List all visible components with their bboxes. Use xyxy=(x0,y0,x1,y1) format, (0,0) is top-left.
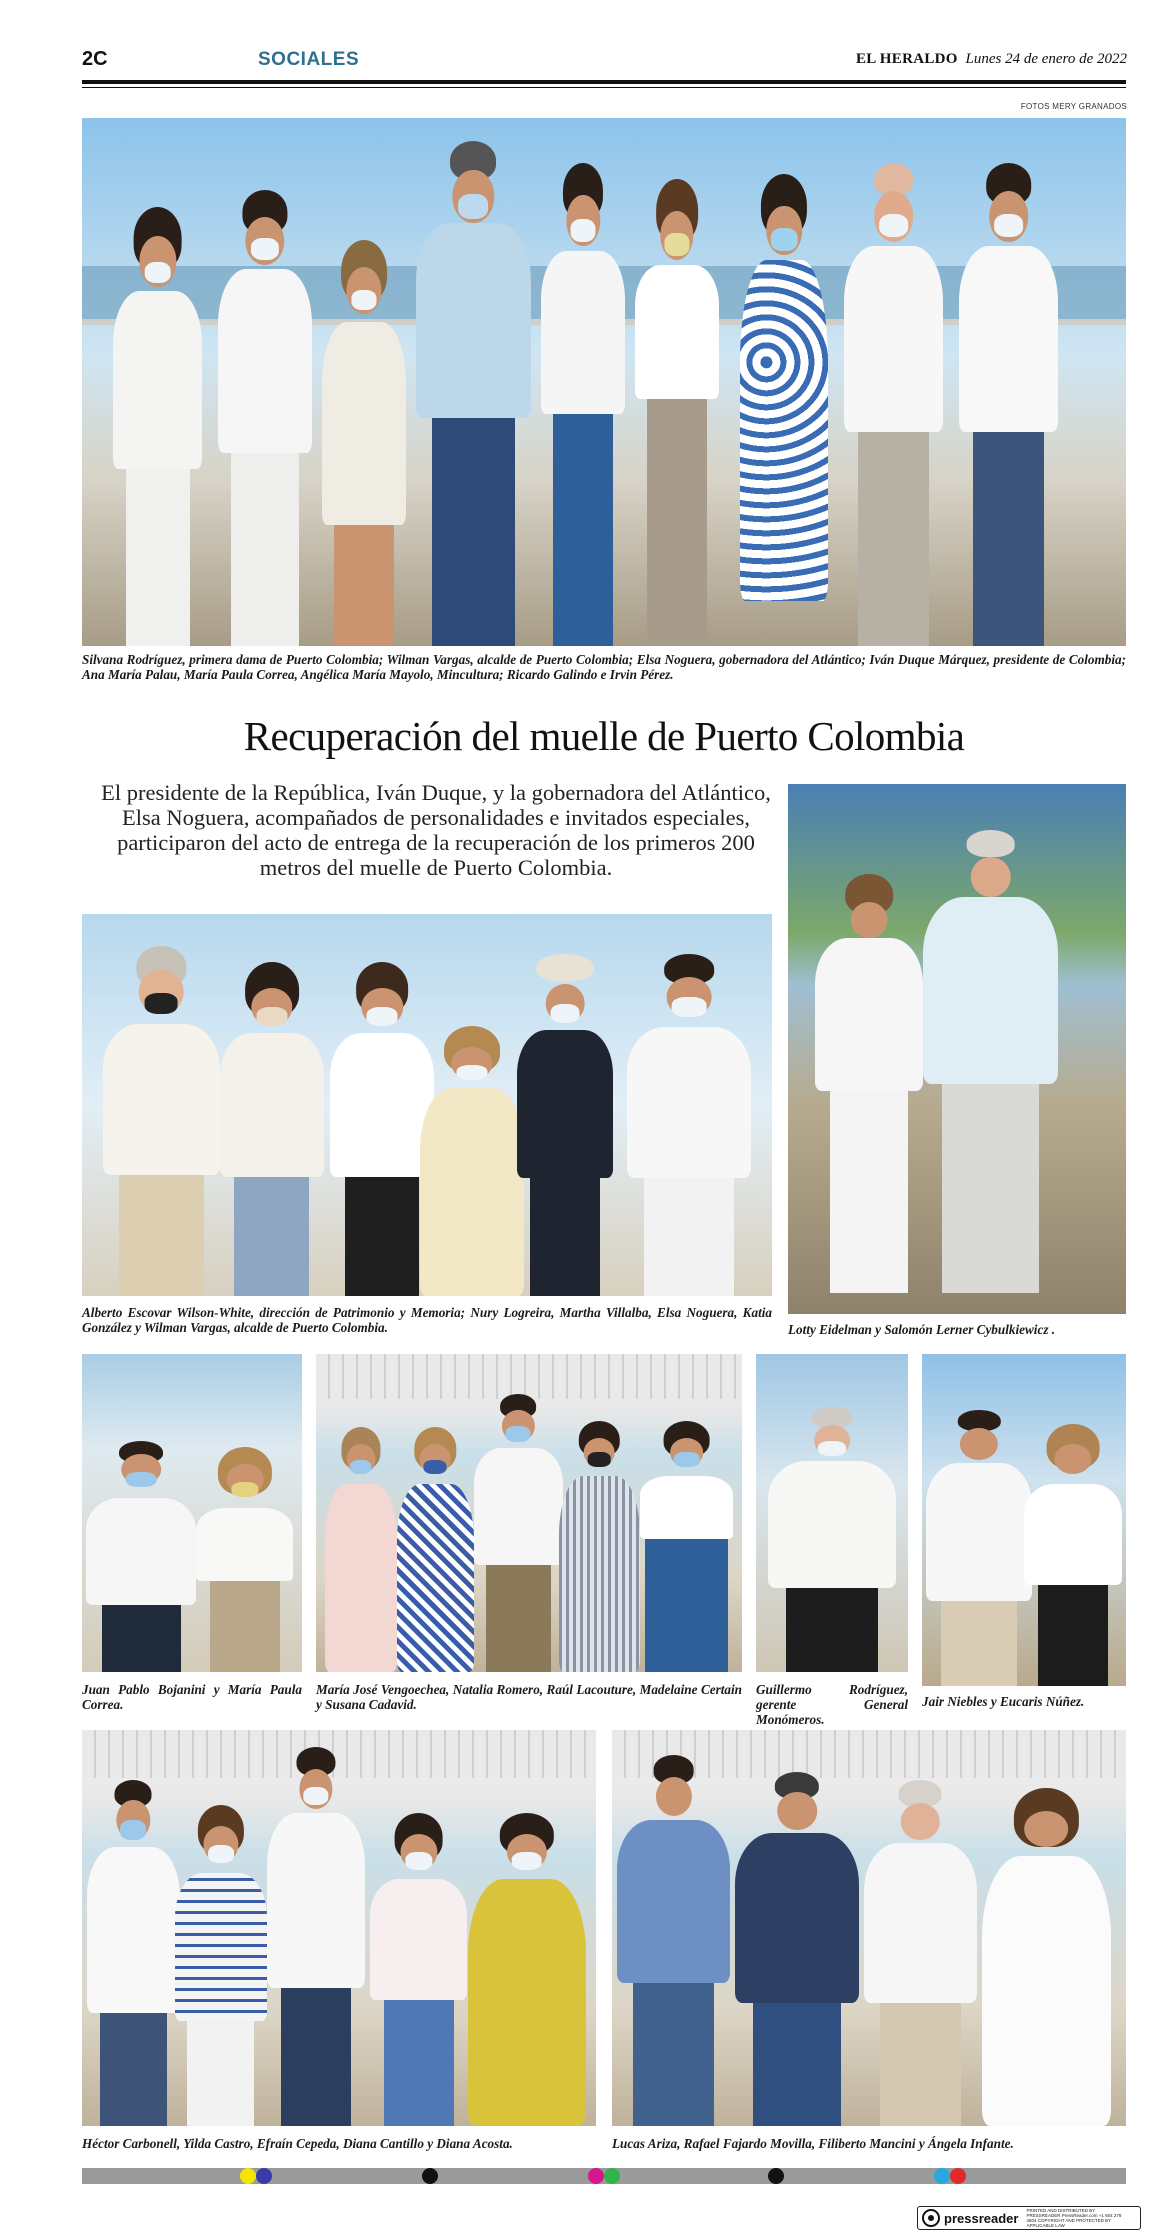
person-figure xyxy=(844,181,943,646)
photo-row4-a xyxy=(82,1730,596,2126)
photo-row3-c xyxy=(756,1354,908,1672)
pressreader-brand: pressreader xyxy=(944,2210,1019,2226)
registration-dot xyxy=(604,2168,620,2184)
section-name: SOCIALES xyxy=(258,49,360,70)
pair-right-caption: Lotty Eidelman y Salomón Lerner Cybulkiewicz . xyxy=(788,1322,1056,1337)
person-figure xyxy=(768,1418,896,1672)
person-figure xyxy=(517,967,614,1296)
person-figure xyxy=(196,1456,293,1672)
registration-dot xyxy=(768,2168,784,2184)
person-figure xyxy=(416,160,531,646)
person-figure xyxy=(635,197,719,646)
person-figure xyxy=(617,1770,730,2126)
person-figure xyxy=(864,1793,977,2126)
person-figure xyxy=(627,967,751,1296)
page-number: 2C xyxy=(82,48,108,70)
main-group-photo xyxy=(82,118,1126,646)
photo-row3-a xyxy=(82,1354,302,1672)
registration-color-bar xyxy=(82,2168,1126,2184)
masthead xyxy=(856,51,1127,68)
person-figure xyxy=(923,848,1058,1293)
registration-dot xyxy=(588,2168,604,2184)
newspaper-name: EL HERALDO xyxy=(855,51,958,67)
row4-b-caption: Lucas Ariza, Rafael Fajardo Movilla, Filiberto Mancini y Ángela Infante. xyxy=(612,2136,1014,2151)
photo-row3-d xyxy=(922,1354,1126,1686)
person-figure xyxy=(175,1817,268,2126)
person-figure xyxy=(541,181,625,646)
row3-c-caption: Guillermo Rodríguez, gerente General Monómeros. xyxy=(756,1682,908,1727)
person-figure xyxy=(420,1036,524,1296)
photo-row3-b xyxy=(316,1354,742,1672)
person-figure xyxy=(735,1785,858,2126)
person-figure xyxy=(1024,1434,1122,1686)
person-figure xyxy=(559,1430,640,1672)
main-photo-caption: Silvana Rodríguez, primera dama de Puerto Colombia; Wilman Vargas, alcalde de Puerto Colombia; Elsa Noguera, gobernadora del Atlántico; Iván Duque Márquez, presidente de Colombia; Ana María Palau, María Paula Correa, Angélica María Mayolo, Mincultura; Ricardo Galindo e Irvin Pérez. xyxy=(82,652,1126,682)
person-figure xyxy=(959,181,1058,646)
person-figure xyxy=(370,1825,468,2126)
person-figure xyxy=(267,1762,365,2126)
header-rule-thin xyxy=(82,87,1126,88)
person-figure xyxy=(640,1430,734,1672)
photo-credit: FOTOS MERY GRANADOS xyxy=(1020,102,1127,111)
header-rule xyxy=(82,80,1126,84)
person-figure xyxy=(815,890,923,1293)
person-figure xyxy=(325,1437,397,1672)
row3-a-caption: Juan Pablo Bojanini y María Paula Correa. xyxy=(82,1682,302,1712)
person-figure xyxy=(103,960,220,1296)
pair-photo-right xyxy=(788,784,1126,1314)
row3-d-caption: Jair Niebles y Eucaris Núñez. xyxy=(922,1694,1085,1709)
group-photo-left xyxy=(82,914,772,1296)
pressreader-icon xyxy=(922,2209,940,2227)
person-figure xyxy=(220,975,324,1296)
person-figure xyxy=(740,192,829,646)
registration-dot xyxy=(950,2168,966,2184)
issue-date: Lunes 24 de enero de 2022 xyxy=(965,51,1127,67)
registration-dot xyxy=(934,2168,950,2184)
person-figure xyxy=(86,1449,196,1672)
lede: El presidente de la República, Iván Duque, y la gobernadora del Atlántico, Elsa Noguera, acompañados de personalidades e invitados especiales, participaron del acto de entrega de la recuperación de los primeros 200 metros del muelle de Puerto Colombia. xyxy=(101,780,771,880)
headline: Recuperación del muelle de Puerto Colombia xyxy=(243,713,965,759)
person-figure xyxy=(926,1420,1032,1686)
pressreader-fine-print: PRINTED AND DISTRIBUTED BY PRESSREADER PressReader.com +1 604 278 4604 COPYRIGHT AND PROTECTED BY APPLICABLE LAW xyxy=(1026,2208,1122,2228)
person-figure xyxy=(982,1801,1111,2126)
person-figure xyxy=(218,208,312,646)
person-figure xyxy=(474,1405,563,1672)
person-figure xyxy=(113,224,202,646)
registration-dot xyxy=(256,2168,272,2184)
person-figure xyxy=(322,255,406,646)
group-left-caption: Alberto Escovar Wilson-White, dirección de Patrimonio y Memoria; Nury Logreira, Martha Villalba, Elsa Noguera, Katia González y Wilman Vargas, alcalde de Puerto Colombia. xyxy=(82,1305,772,1335)
photo-row4-b xyxy=(612,1730,1126,2126)
person-figure xyxy=(397,1437,474,1672)
row4-a-caption: Héctor Carbonell, Yilda Castro, Efraín Cepeda, Diana Cantillo y Diana Acosta. xyxy=(82,2136,513,2151)
person-figure xyxy=(468,1825,586,2126)
person-figure xyxy=(330,975,434,1296)
registration-dot xyxy=(240,2168,256,2184)
row3-b-caption: María José Vengoechea, Natalia Romero, Raúl Lacouture, Madelaine Certain y Susana Cadavid. xyxy=(316,1682,742,1712)
pressreader-logo xyxy=(917,2206,1141,2230)
person-figure xyxy=(87,1793,180,2126)
registration-dot xyxy=(422,2168,438,2184)
